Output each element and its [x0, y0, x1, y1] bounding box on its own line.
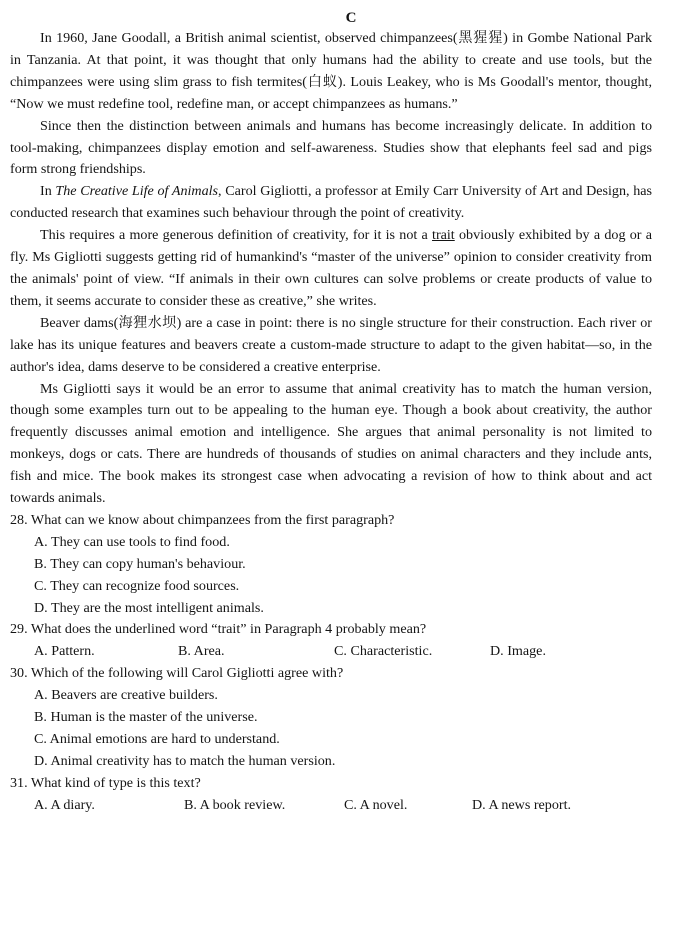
- question-30: [10, 663, 652, 773]
- exam-page: [10, 8, 652, 817]
- option-a: A. Beavers are creative builders.: [34, 687, 218, 704]
- option-b: B. They can copy human's behaviour.: [34, 555, 246, 572]
- option-b: B. A book review.: [184, 796, 286, 813]
- option-c: C. Characteristic.: [334, 643, 433, 660]
- section-heading: C: [345, 10, 357, 26]
- options-row: [34, 641, 652, 663]
- paragraph-1: In 1960, Jane Goodall, a British animal scientist, observed chimpanzees(黑猩猩) in Gombe National Park in Tanzania. At that point, it was thought that only humans had the ability to create and use tools, but the chimpanzees were using slim grass to fish termites(白蚁). Louis Leakey, who is Ms Goodall's mentor, thought, “Now we must redefine tool, redefine man, or accept chimpanzees as humans.”: [10, 30, 652, 112]
- underlined-word: trait: [432, 227, 455, 244]
- question-stem: 28. What can we know about chimpanzees from the first paragraph?: [10, 511, 395, 528]
- option-c: C. Animal emotions are hard to understand.: [34, 731, 280, 747]
- paragraph-3-suffix: , Carol Gigliotti, a professor at Emily Carr University of Art and Design, has conducted research that examines such behaviour through the point of creativity.: [10, 183, 652, 222]
- paragraph-4-suffix: obviously exhibited by a dog or a fly. Ms Gigliotti suggests getting rid of humankind's “master of the universe” opinion to consider creativity from the animals' point of view. “If animals in their own cultures can solve problems or create products of value to them, it seems accurate to consider these as creative,” she writes.: [10, 227, 652, 309]
- option-c: C. They can recognize food sources.: [34, 577, 240, 594]
- paragraph-6: Ms Gigliotti says it would be an error to assume that animal creativity has to match the human version, though some examples turn out to be appealing to the human eye. Though a book about creativity, the author frequently discusses animal emotion and intelligence. She argues that animal personality is not limited to monkeys, dogs or cats. There are hundreds of thousands of studies on animal characters and they include ants, fish and mice. The book makes its strongest case when advocating a revision of how to think about and act towards animals.: [10, 380, 652, 507]
- question-stem: 31. What kind of type is this text?: [10, 774, 201, 791]
- paragraph-4: [10, 225, 652, 313]
- paragraph-2: Since then the distinction between animals and humans has become increasingly delicate. In addition to tool-making, chimpanzees display emotion and self-awareness. Studies show that elephants feel sad and pigs form strong friendships.: [10, 117, 652, 178]
- option-d: D. Animal creativity has to match the human version.: [34, 752, 336, 769]
- option-a: A. Pattern.: [34, 643, 95, 660]
- question-stem: 29. What does the underlined word “trait” in Paragraph 4 probably mean?: [10, 621, 427, 638]
- paragraph-4-prefix: This requires a more generous definition of creativity, for it is not a: [40, 227, 433, 244]
- paragraph-3-prefix: In: [40, 183, 56, 200]
- paragraph-3: [10, 181, 652, 225]
- option-b: B. Area.: [178, 643, 225, 660]
- option-b: B. Human is the master of the universe.: [34, 709, 258, 726]
- question-31: [10, 773, 652, 817]
- paragraph-5: Beaver dams(海狸水坝) are a case in point: there is no single structure for their construction. Each river or lake has its unique features and beavers create a custom-made structure to adapt to the given habitat—so, in the author's idea, dams deserve to be considered a creative enterprise.: [10, 314, 652, 375]
- option-d: D. A news report.: [472, 796, 572, 813]
- option-c: C. A novel.: [344, 796, 408, 813]
- options-row: [34, 795, 652, 817]
- question-29: [10, 619, 652, 663]
- option-a: A. They can use tools to find food.: [34, 533, 230, 550]
- option-a: A. A diary.: [34, 796, 95, 813]
- option-d: D. Image.: [490, 643, 546, 660]
- question-28: [10, 510, 652, 620]
- option-d: D. They are the most intelligent animals.: [34, 599, 264, 616]
- book-title: The Creative Life of Animals: [55, 183, 219, 200]
- question-stem: 30. Which of the following will Carol Gigliotti agree with?: [10, 665, 344, 682]
